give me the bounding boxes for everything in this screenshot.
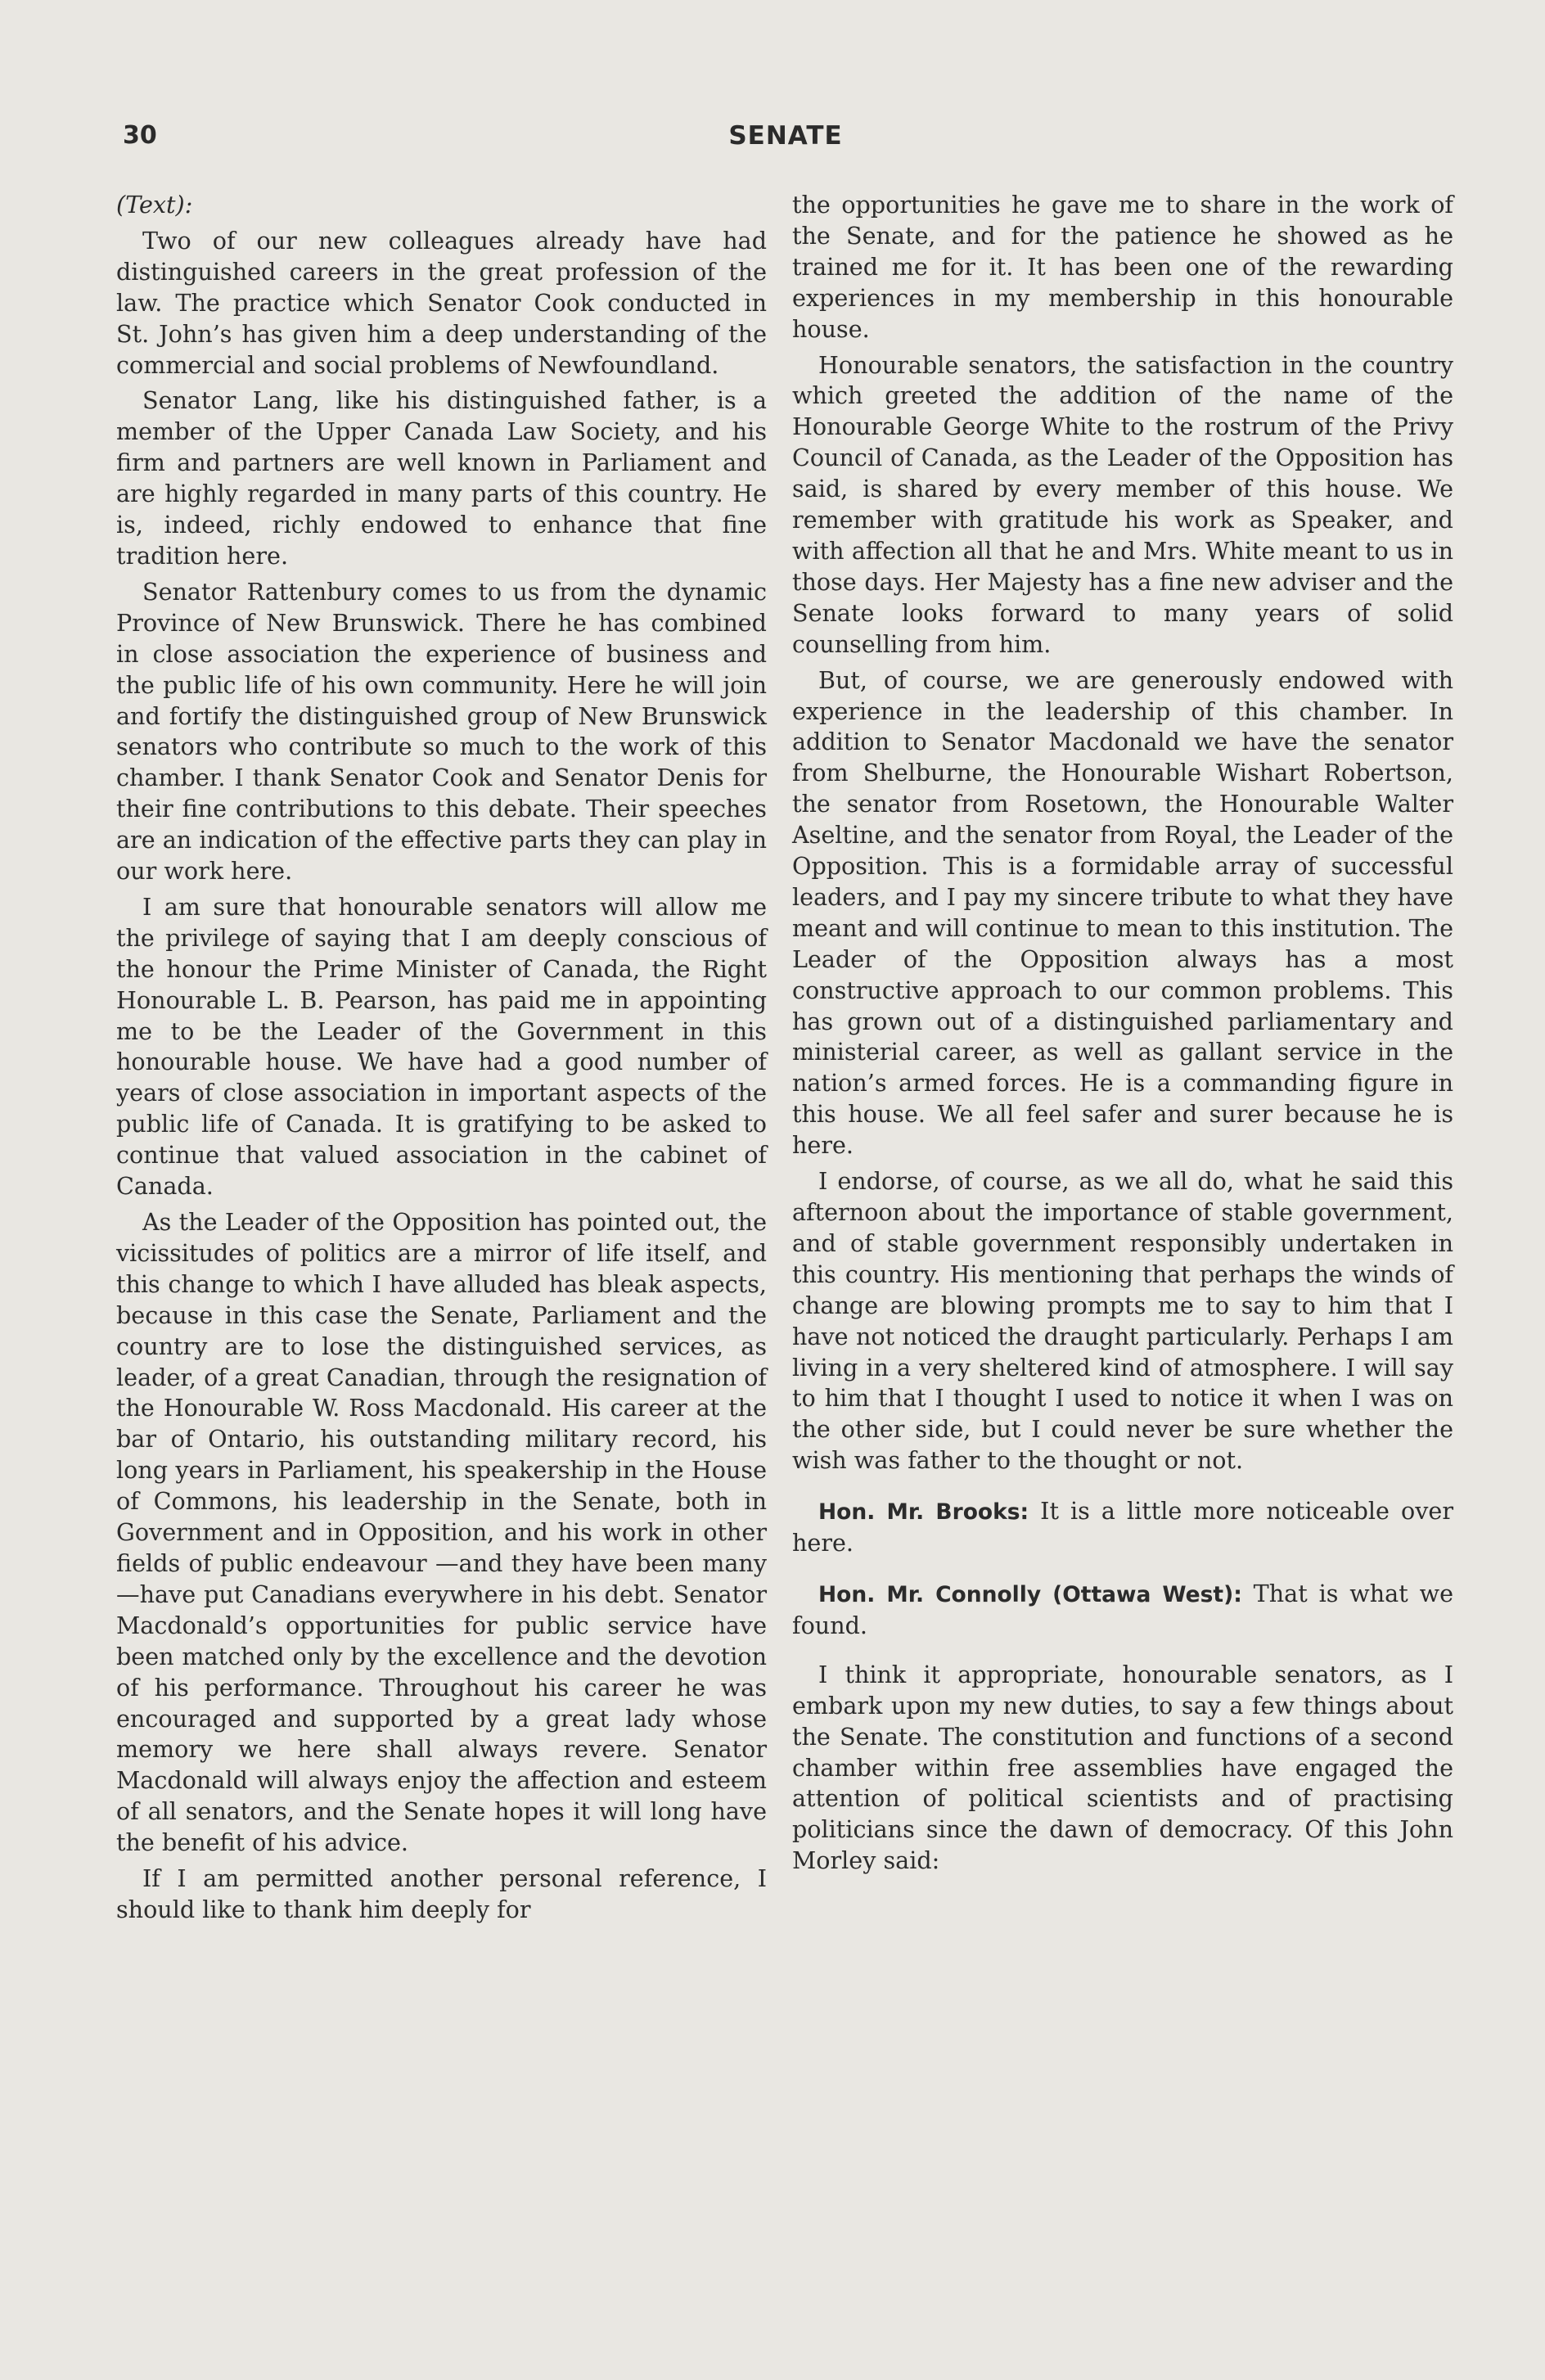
speaker-name: Hon. Mr. Connolly (Ottawa West): bbox=[818, 1581, 1242, 1607]
paragraph: Two of our new colleagues already have had distinguished careers in the great profession of the law. The practice which Senator Cook conducted in St. John’s has given him a deep understanding of the commercial and social problems of Newfoundland. bbox=[116, 226, 767, 379]
speaker-name: Hon. Mr. Brooks: bbox=[818, 1499, 1029, 1526]
left-column bbox=[116, 190, 767, 1931]
paragraph: Senator Rattenbury comes to us from the dynamic Province of New Brunswick. There he has combined in close association the experience of business and the public life of his own community. Here he will join and fortify the distinguished group of New Brunswick senators who contribute so much to the work of this chamber. I thank Senator Cook and Senator Denis for their fine contributions to this debate. Their speeches are an indication of the effective parts they can play in our work here. bbox=[116, 577, 767, 886]
speech-brooks bbox=[792, 1496, 1453, 1559]
paragraph: As the Leader of the Opposition has pointed out, the vicissitudes of politics are a mirror of life itself, and this change to which I have alluded has bleak aspects, because in this case the Senate, Parliament and the country are to lose the distinguished services, as leader, of a great Canadian, through the resignation of the Honourable W. Ross Macdonald. His career at the bar of Ontario, his outstanding military record, his long years in Parliament, his speakership in the House of Commons, his leadership in the Senate, both in Government and in Opposition, and his work in other fields of public endeavour —and they have been many—have put Canadians everywhere in his debt. Senator Macdonald’s opportunities for public service have been matched only by the excellence and the devotion of his performance. Throughout his career he was encouraged and supported by a great lady whose memory we here shall always revere. Senator Macdonald will always enjoy the affection and esteem of all senators, and the Senate hopes it will long have the benefit of his advice. bbox=[116, 1208, 767, 1857]
speech-connolly bbox=[792, 1579, 1453, 1642]
right-column bbox=[792, 190, 1453, 1882]
page-header bbox=[123, 121, 1448, 154]
paragraph: I think it appropriate, honourable senators, as I embark upon my new duties, to say a few things about the Senate. The constitution and functions of a second chamber within free assemblies have engaged the attention of political scientists and of practising politicians since the dawn of democracy. Of this John Morley said: bbox=[792, 1660, 1453, 1875]
speech-text: It is a little more noticeable over here. bbox=[792, 1497, 1453, 1557]
paragraph: If I am permitted another personal reference, I should like to thank him deeply for bbox=[116, 1864, 767, 1923]
page-number: 30 bbox=[123, 121, 157, 150]
speech-text: That is what we found. bbox=[792, 1579, 1454, 1639]
running-head: SENATE bbox=[728, 121, 843, 151]
section-label: (Text): bbox=[116, 191, 193, 219]
paragraph: I endorse, of course, as we all do, what he said this afternoon about the importance of stable government, and of stable government responsibly undertaken in this country. His mentioning that perhaps the winds of change are blowing prompts me to say to him that I have not noticed the draught particularly. Perhaps I am living in a very sheltered kind of atmosphere. I will say to him that I thought I used to notice it when I was on the other side, but I could never be sure whether the wish was father to the thought or not. bbox=[792, 1167, 1453, 1475]
paragraph: I am sure that honourable senators will allow me the privilege of saying that I am deeply conscious of the honour the Prime Minister of Canada, the Right Honourable L. B. Pearson, has paid me in appointing me to be the Leader of the Government in this honourable house. We have had a good number of years of close association in important aspects of the public life of Canada. It is gratifying to be asked to continue that valued association in the cabinet of Canada. bbox=[116, 892, 767, 1201]
paragraph: Honourable senators, the satisfaction in the country which greeted the addition of the name of the Honourable George White to the rostrum of the Privy Council of Canada, as the Leader of the Opposition has said, is shared by every member of this house. We remember with gratitude his work as Speaker, and with affection all that he and Mrs. White meant to us in those days. Her Majesty has a fine new adviser and the Senate looks forward to many years of solid counselling from him. bbox=[792, 350, 1453, 658]
paragraph: But, of course, we are generously endowed with experience in the leadership of this chamber. In addition to Senator Macdonald we have the senator from Shelburne, the Honourable Wishart Robertson, the senator from Rosetown, the Honourable Walter Aseltine, and the senator from Royal, the Leader of the Opposition. This is a formidable array of successful leaders, and I pay my sincere tribute to what they have meant and will continue to mean to this institution. The Leader of the Opposition always has a most constructive approach to our common problems. This has grown out of a distinguished parliamentary and ministerial career, as well as gallant service in the nation’s armed forces. He is a commanding figure in this house. We all feel safer and surer because he is here. bbox=[792, 665, 1453, 1160]
paragraph: the opportunities he gave me to share in the work of the Senate, and for the patience he showed as he trained me for it. It has been one of the rewarding experiences in my membership in this honourable house. bbox=[792, 191, 1453, 343]
paragraph: Senator Lang, like his distinguished father, is a member of the Upper Canada Law Society, and his firm and partners are well known in Parliament and are highly regarded in many parts of this country. He is, indeed, richly endowed to enhance that fine tradition here. bbox=[116, 386, 767, 570]
